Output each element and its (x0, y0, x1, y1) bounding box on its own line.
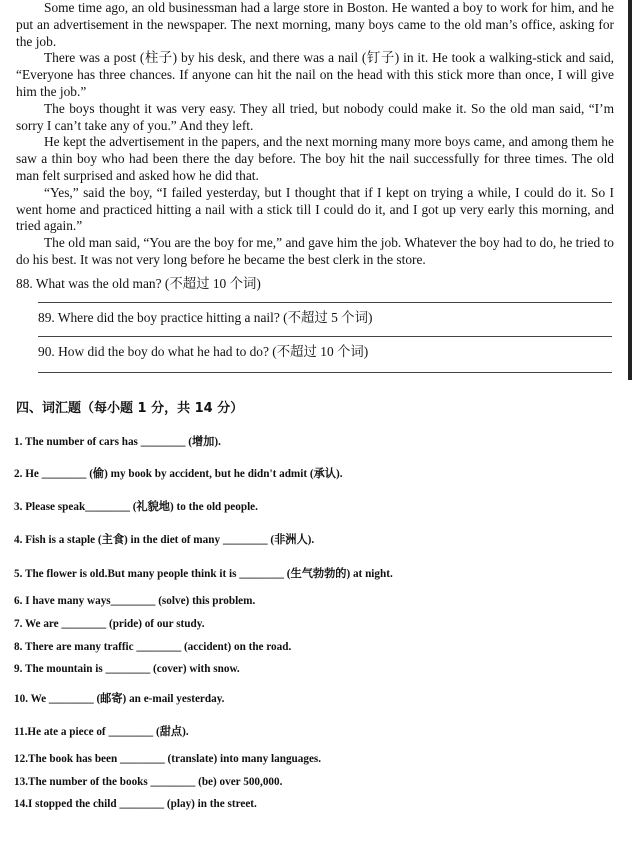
answer-line-90[interactable] (38, 372, 612, 373)
vocab-item: 1. The number of cars has ________ (增加). (14, 436, 221, 448)
answer-line-89[interactable] (38, 336, 612, 337)
passage-paragraph: There was a post (柱子) by his desk, and there was a nail (钉子) in it. He took a walking-stick and said, “Everyone has three chances. If anyone can hit the nail on the head with this stick more than once, I will give him the job.” (16, 50, 614, 99)
vocab-item: 5. The flower is old.But many people think it is ________ (生气勃勃的) at night. (14, 568, 393, 580)
reading-passage (16, 0, 614, 269)
vocab-item: 2. He ________ (偷) my book by accident, but he didn't admit (承认). (14, 468, 343, 480)
passage-paragraph: Some time ago, an old businessman had a large store in Boston. He wanted a boy to work for him, and he put an advertisement in the newspaper. The next morning, many boys came to the old man’s office, asking for the job. (16, 0, 614, 49)
scan-edge (628, 0, 632, 380)
vocab-item: 7. We are ________ (pride) of our study. (14, 618, 205, 630)
vocab-item: 10. We ________ (邮寄) an e-mail yesterday. (14, 693, 225, 705)
question-88: 88. What was the old man? (不超过 10 个词) (16, 276, 261, 291)
vocab-item: 14.I stopped the child ________ (play) in the street. (14, 798, 257, 810)
question-90: 90. How did the boy do what he had to do? (不超过 10 个词) (38, 344, 369, 359)
passage-paragraph: The old man said, “You are the boy for me,” and gave him the job. Whatever the boy had to do, he tried to do his best. It was not very long before he became the best clerk in the store. (16, 235, 614, 267)
question-89: 89. Where did the boy practice hitting a nail? (不超过 5 个词) (38, 310, 373, 325)
vocab-item: 11.He ate a piece of ________ (甜点). (14, 726, 189, 738)
vocab-item: 13.The number of the books ________ (be) over 500,000. (14, 776, 283, 788)
vocab-item: 6. I have many ways________ (solve) this problem. (14, 595, 256, 607)
vocab-item: 3. Please speak________ (礼貌地) to the old people. (14, 501, 258, 513)
passage-paragraph: He kept the advertisement in the papers, and the next morning many more boys came, and among them he saw a thin boy who had been there the day before. The boy hit the nail successfully for three times. The old man felt surprised and asked how he did that. (16, 134, 614, 183)
vocab-item: 12.The book has been ________ (translate) into many languages. (14, 753, 322, 765)
vocab-item: 9. The mountain is ________ (cover) with snow. (14, 663, 240, 675)
passage-paragraph: “Yes,” said the boy, “I failed yesterday, but I thought that if I kept on trying a while, I could do it. So I went home and practiced hitting a nail with a stick till I could do it, and I got up very early this morning, and tried again.” (16, 184, 614, 234)
section-title: 四、词汇题（每小题 1 分，共 14 分） (16, 401, 244, 416)
passage-paragraph: The boys thought it was very easy. They all tried, but nobody could make it. So the old man said, “I’m sorry I can’t take any of you.” And they left. (16, 100, 614, 133)
vocab-item: 8. There are many traffic ________ (accident) on the road. (14, 641, 292, 653)
vocab-item: 4. Fish is a staple (主食) in the diet of many ________ (非洲人). (14, 534, 315, 546)
answer-line-88[interactable] (38, 302, 612, 303)
